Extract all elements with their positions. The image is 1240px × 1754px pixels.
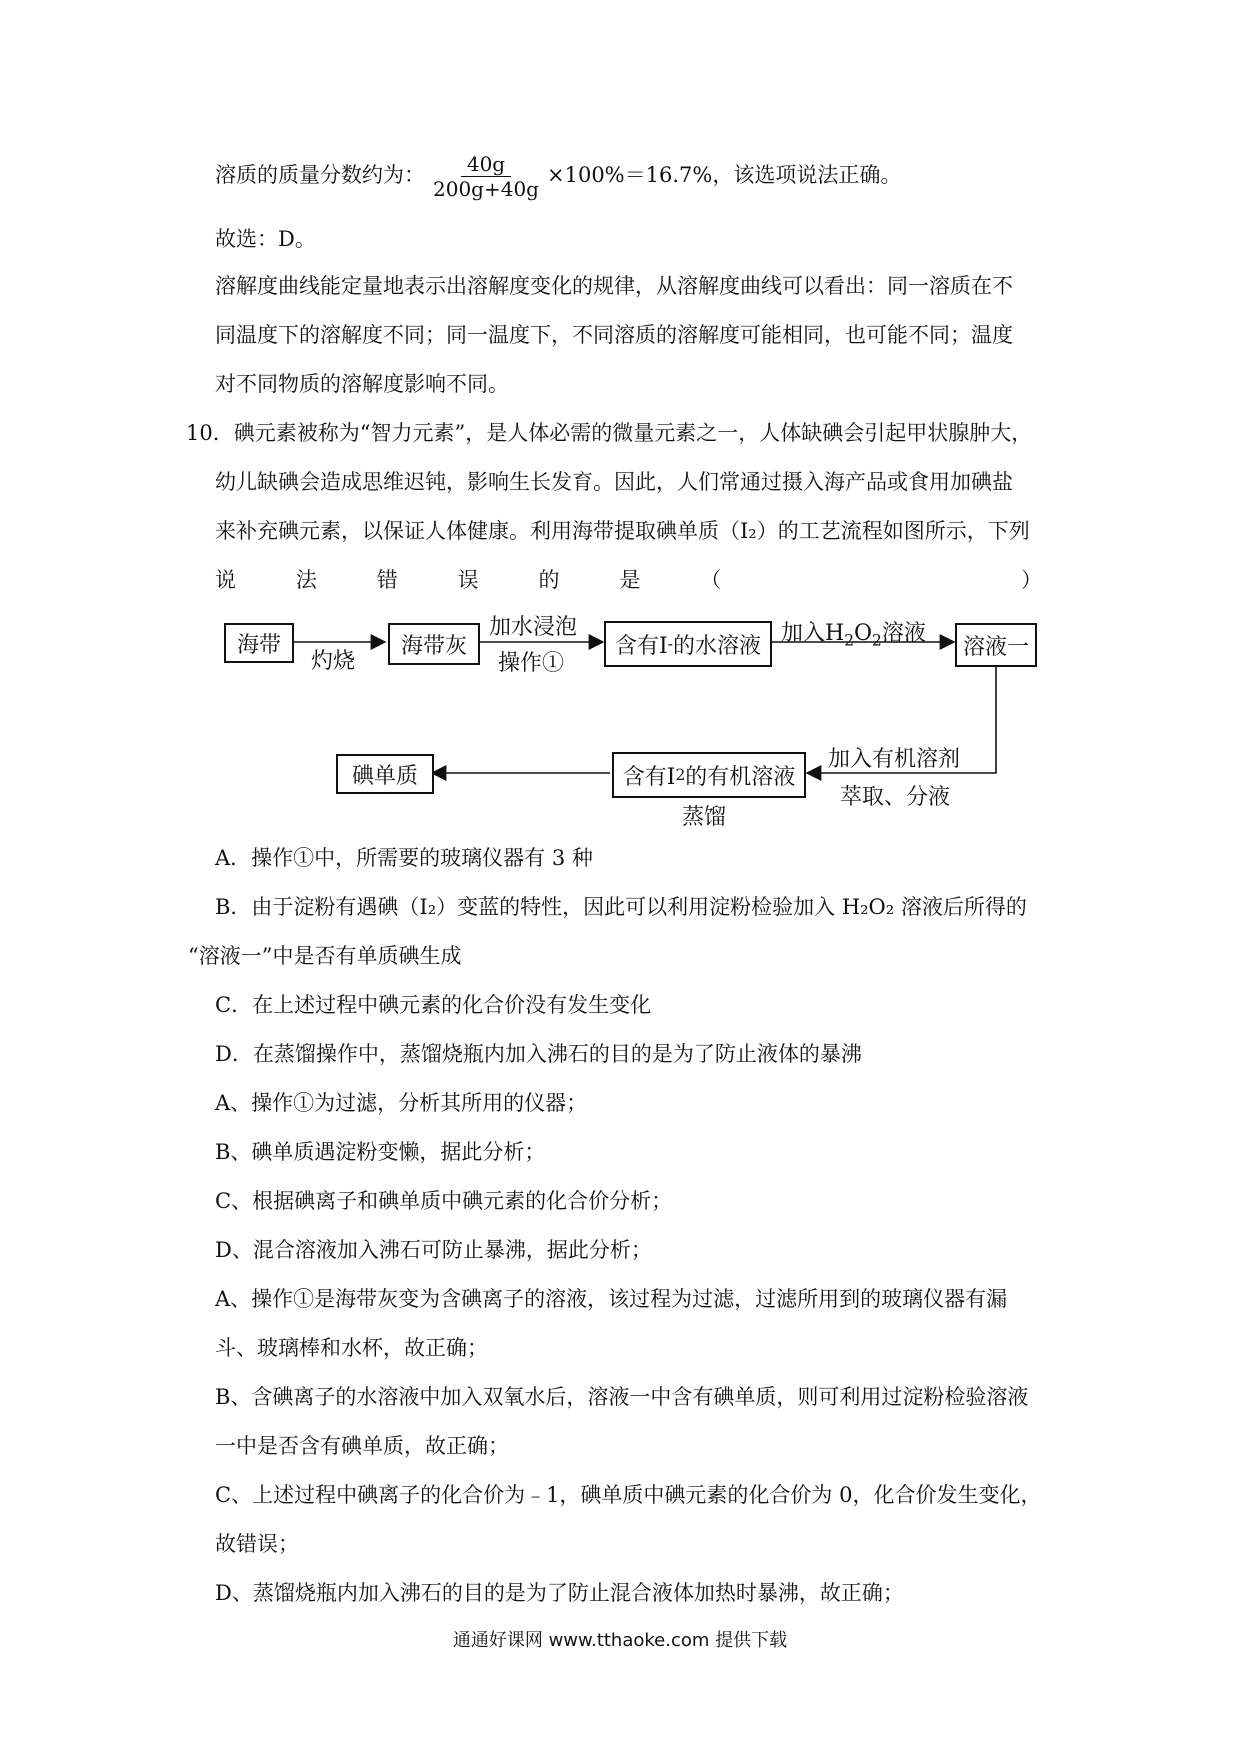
analysis-line-5: A、操作①是海带灰变为含碘离子的溶液，该过程为过滤，过滤所用到的玻璃仪器有漏 [215, 1287, 1008, 1311]
option-c: C．在上述过程中碘元素的化合价没有发生变化 [215, 993, 652, 1017]
label-extract: 萃取、分液 [840, 785, 951, 810]
analysis-line-2: B、碘单质遇淀粉变懒，据此分析； [215, 1140, 546, 1164]
option-a: A．操作①中，所需要的玻璃仪器有 3 种 [215, 846, 593, 870]
summary-line-3: 对不同物质的溶解度影响不同。 [215, 372, 509, 396]
option-b: B．由于淀粉有遇碘（I₂）变蓝的特性，因此可以利用淀粉检验加入 H₂O₂ 溶液后所得的 [215, 895, 1027, 919]
analysis-line-10: 故错误； [215, 1532, 299, 1556]
analysis-line-6: 斗、玻璃棒和水杯，故正确； [215, 1336, 488, 1360]
stem-char: 是 [619, 568, 641, 592]
summary-line-2: 同温度下的溶解度不同；同一温度下，不同溶质的溶解度可能相同，也可能不同；温度 [215, 323, 1013, 347]
label-add-h2o2: 加入$H_2O_2$溶液 [781, 621, 926, 650]
label-soak: 加水浸泡 [489, 615, 578, 640]
stem-char: ） [1021, 568, 1042, 592]
analysis-line-8: 一中是否含有碘单质，故正确； [215, 1434, 509, 1458]
stem-char: 误 [457, 568, 479, 592]
answer-line: 故选：D。 [215, 227, 316, 251]
box-seaweed-ash: 海带灰 [388, 623, 480, 665]
fraction-numerator: 40g [461, 152, 511, 177]
stem-char: （ [700, 568, 722, 592]
label-add-solvent: 加入有机溶剂 [828, 747, 961, 772]
fraction-prefix: 溶质的质量分数约为： [215, 163, 425, 187]
analysis-line-7: B、含碘离子的水溶液中加入双氧水后，溶液一中含有碘单质，则可利用过淀粉检验溶液 [215, 1385, 1029, 1409]
summary-line-1: 溶解度曲线能定量地表示出溶解度变化的规律，从溶解度曲线可以看出：同一溶质在不 [215, 274, 1013, 298]
analysis-line-9: C、上述过程中碘离子的化合价为﹣1，碘单质中碘元素的化合价为 0，化合价发生变化， [215, 1483, 1042, 1507]
box-iodine: 碘单质 [336, 754, 434, 794]
analysis-line-11: D、蒸馏烧瓶内加入沸石的目的是为了防止混合液体加热时暴沸，故正确； [215, 1581, 904, 1605]
option-b-cont: “溶液一”中是否有单质碘生成 [188, 944, 462, 968]
fraction-denominator: 200g+40g [433, 177, 539, 201]
box-solution-one: 溶液一 [955, 623, 1037, 667]
question-10-stem-3: 来补充碘元素，以保证人体健康。利用海带提取碘单质（I₂）的工艺流程如图所示，下列 [215, 519, 1030, 543]
stem-char: 说 [215, 568, 236, 592]
box-seaweed: 海带 [224, 623, 294, 663]
question-10-stem-2: 幼儿缺碘会造成思维迟钝，影响生长发育。因此，人们常通过摄入海产品或食用加碘盐 [215, 470, 1013, 494]
label-burn: 灼烧 [311, 649, 356, 674]
flowchart-arrows [0, 0, 1240, 840]
fraction-suffix: ×100%＝16.7%，该选项说法正确。 [547, 163, 902, 187]
box-organic-solution: 含有I 2 的有机溶液 [612, 752, 806, 798]
analysis-line-4: D、混合溶液加入沸石可防止暴沸，据此分析； [215, 1238, 652, 1262]
label-operation-1: 操作① [498, 651, 565, 676]
page-footer: 通通好课网 www.tthaoke.com 提供下载 [452, 1630, 788, 1651]
option-d: D．在蒸馏操作中，蒸馏烧瓶内加入沸石的目的是为了防止液体的暴沸 [215, 1042, 862, 1066]
stem-char: 的 [538, 568, 560, 592]
label-distill: 蒸馏 [682, 805, 727, 830]
stem-char: 错 [376, 568, 398, 592]
analysis-line-3: C、根据碘离子和碘单质中碘元素的化合价分析； [215, 1189, 673, 1213]
question-10-stem-1: 10．碘元素被称为“智力元素”，是人体必需的微量元素之一，人体缺碘会引起甲状腺肿大， [186, 421, 1033, 445]
analysis-line-1: A、操作①为过滤，分析其所用的仪器； [215, 1091, 588, 1115]
stem-char: 法 [295, 568, 317, 592]
box-iodide-solution: 含有I - 的水溶液 [604, 621, 772, 667]
